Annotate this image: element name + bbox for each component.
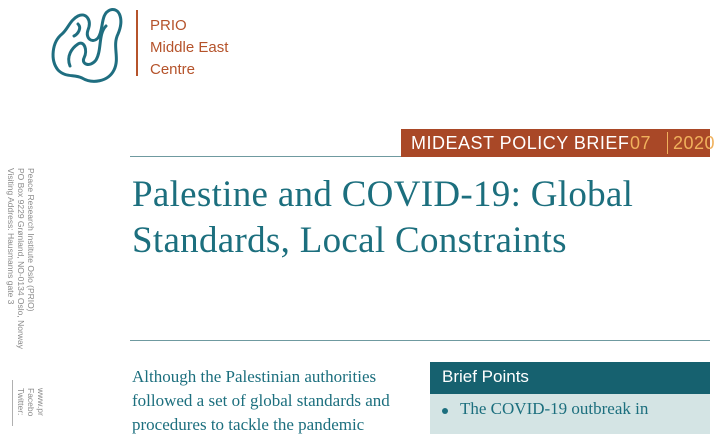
- section-rule: [130, 340, 710, 341]
- address-line: Visiting Address: Hausmanns gate 3: [6, 168, 16, 305]
- brief-points-heading: Brief Points: [442, 367, 529, 386]
- contact-line: Facebo: [26, 388, 36, 417]
- bullet-icon: [442, 408, 448, 414]
- contact-line: www.pr: [36, 388, 46, 416]
- series-label: MIDEAST POLICY BRIEF: [411, 133, 630, 153]
- address-line: PO Box 9229 Grønland, NO-0134 Oslo, Norway: [16, 168, 26, 349]
- org-line: Middle East: [150, 39, 229, 56]
- side-contact: [16, 388, 46, 416]
- organization-name: [150, 15, 228, 81]
- intro-paragraph: [132, 365, 417, 437]
- contact-line: Twitter:: [16, 388, 26, 416]
- brief-point-item: The COVID-19 outbreak in: [460, 399, 649, 418]
- logo-divider: [136, 10, 138, 76]
- banner-separator: [667, 132, 668, 154]
- side-address: [2, 168, 36, 368]
- intro-line: Although the Palestinian authorities: [132, 367, 377, 386]
- title-line: Standards, Local Constraints: [132, 220, 567, 261]
- org-line: PRIO: [150, 17, 187, 34]
- issue-number: 07: [630, 133, 652, 153]
- title-line: Palestine and COVID-19: Global: [132, 174, 634, 215]
- page-title: [132, 172, 717, 264]
- brief-points-header: [430, 362, 710, 394]
- brief-points-box: [430, 394, 710, 434]
- address-line: Peace Research Institute Oslo (PRIO): [26, 168, 36, 312]
- intro-line: procedures to tackle the pandemic: [132, 415, 365, 434]
- prio-logo: [48, 4, 126, 86]
- org-line: Centre: [150, 61, 196, 78]
- series-banner: [401, 129, 716, 157]
- intro-line: followed a set of global standards and: [132, 391, 390, 410]
- side-divider: [12, 380, 13, 426]
- issue-year: 2020: [673, 133, 716, 153]
